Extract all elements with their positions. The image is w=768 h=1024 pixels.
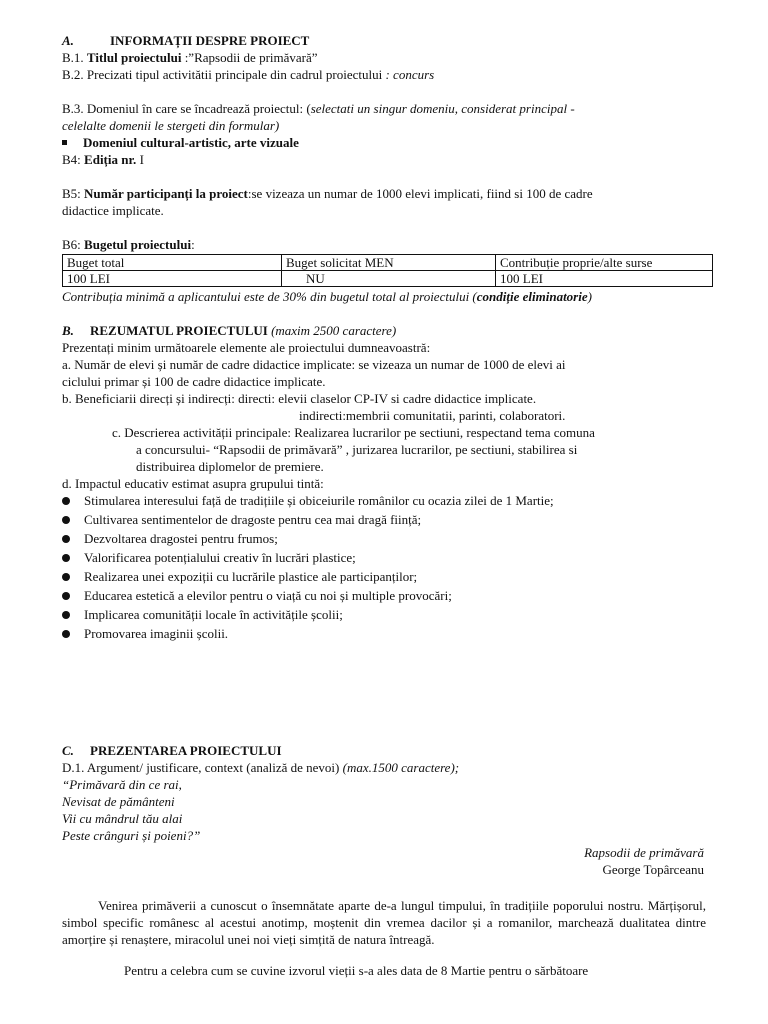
bullet-icon [62,535,70,543]
argument-line: D.1. Argument/ justificare, context (analiză de nevoi) (max.1500 caractere); [62,760,460,775]
poem-line: Peste crânguri și poieni?” [62,828,201,843]
bullet-icon [62,592,70,600]
square-bullet-icon [62,140,67,145]
poem-line: Vii cu mândrul tău alai [62,811,183,826]
section-b-heading: B. REZUMATUL PROIECTULUI (maxim 2500 caractere) [62,323,397,338]
edition-line: B4: Ediția nr. I [62,152,144,167]
summary-item-a: a. Număr de elevi și număr de cadre didactice implicate: se vizeaza un numar de 1000 de elevi ai [62,357,566,372]
list-item: Implicarea comunității locale în activitățile școlii; [62,607,343,623]
poem-line: “Primăvară din ce rai, [62,777,182,792]
summary-item-b-cont: indirecti:membrii comunitatii, parinti, colaboratori. [299,408,566,423]
summary-intro: Prezentați minim următoarele elemente ale proiectului dumneavoastră: [62,340,431,355]
list-item: Cultivarea sentimentelor de dragoste pentru cea mai dragă ființă; [62,512,421,528]
table-header-cell: Contribuție proprie/alte surse [496,255,713,271]
summary-item-c-cont-1: a concursului- “Rapsodii de primăvară” , jurizarea lucrarilor, pe sectiuni, stabilirea si [136,442,578,457]
table-cell: 100 LEI [63,271,282,287]
table-header-cell: Buget total [63,255,282,271]
poem-line: Nevisat de pământeni [62,794,175,809]
bullet-icon [62,516,70,524]
paragraph-1: Venirea primăverii a cunoscut o însemnătate aparte de-a lungul timpului, în tradițiile poporului nostru. Mărțișorul, simbol specific românesc al acestui anotimp, moștenit din vremea dacilor și a romanilor, marchează dualitatea dintre amorțire și renaștere, miracolul unei noi vieți simțită de natura întreagă. [62,898,706,947]
domain-line-2: celelalte domenii le stergeti din formular) [62,118,280,133]
poem-author: George Topârceanu [602,862,704,877]
table-cell: NU [282,271,496,287]
list-item: Educarea estetică a elevilor pentru o viață cu noi și multiple provocări; [62,588,452,604]
list-item: Promovarea imaginii școlii. [62,626,228,642]
bullet-icon [62,573,70,581]
budget-table [62,254,713,287]
budget-heading: B6: Bugetul proiectului: [62,237,195,252]
participants-line-1: B5: Număr participanți la proiect:se vizeaza un numar de 1000 elevi implicati, fiind si 100 de cadre [62,186,593,201]
paragraph-2: Pentru a celebra cum se cuvine izvorul vieții s-a ales data de 8 Martie pentru o sărbătoare [124,963,589,978]
summary-item-a-cont: ciclului primar și 100 de cadre didactice implicate. [62,374,326,389]
list-item: Dezvoltarea dragostei pentru frumos; [62,531,278,547]
bullet-icon [62,611,70,619]
list-item: Valorificarea potențialului creativ în lucrări plastice; [62,550,356,566]
summary-item-c-cont-2: distribuirea diplomelor de premiere. [136,459,324,474]
section-c-heading: C. PREZENTAREA PROIECTULUI [62,743,282,758]
poem-title: Rapsodii de primăvară [584,845,704,860]
bullet-icon [62,497,70,505]
bullet-icon [62,630,70,638]
activity-type-line: B.2. Precizati tipul activitătii principale din cadrul proiectului : concurs [62,67,435,82]
list-item: Realizarea unei expoziții cu lucrările plastice ale participanților; [62,569,417,585]
domain-line-1: B.3. Domeniul în care se încadrează proiectul: (selectati un singur domeniu, considerat principal - [62,101,575,116]
domain-value: Domeniul cultural-artistic, arte vizuale [62,135,299,151]
bullet-icon [62,554,70,562]
summary-item-b: b. Beneficiarii direcți și indirecți: directi: elevii claselor CP-IV si cadre didactice implicate. [62,391,537,406]
table-row [63,271,713,287]
participants-line-2: didactice implicate. [62,203,164,218]
list-item: Stimularea interesului față de tradițiile și obiceiurile românilor cu ocazia zilei de 1 Martie; [62,493,554,509]
project-title-line: B.1. Titlul proiectului :”Rapsodii de primăvară” [62,50,318,65]
table-cell: 100 LEI [496,271,713,287]
table-row [63,255,713,271]
section-a-heading: A. INFORMAȚII DESPRE PROIECT [62,33,310,48]
budget-note: Contribuția minimă a aplicantului este de 30% din bugetul total al proiectului (condiție eliminatorie) [62,289,592,304]
summary-item-d: d. Impactul educativ estimat asupra grupului tintă: [62,476,324,491]
summary-item-c: c. Descrierea activității principale: Realizarea lucrarilor pe sectiuni, respectand tema comuna [112,425,595,440]
table-header-cell: Buget solicitat MEN [282,255,496,271]
